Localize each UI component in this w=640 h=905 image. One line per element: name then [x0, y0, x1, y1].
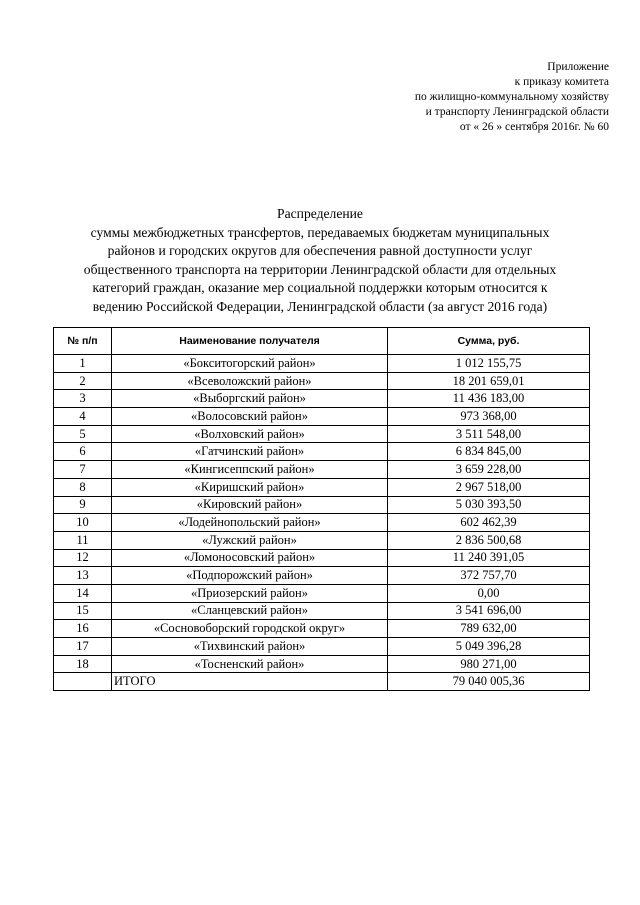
table-row	[54, 461, 590, 479]
total-label: ИТОГО	[112, 673, 388, 691]
table-row	[54, 443, 590, 461]
table-row	[54, 638, 590, 656]
row-number: 9	[54, 496, 112, 514]
title-line: категорий граждан, оказание мер социальной поддержки которым относится к	[92, 280, 548, 295]
row-recipient: «Сланцевский район»	[112, 602, 388, 620]
row-sum: 6 834 845,00	[388, 443, 590, 461]
row-recipient: «Волосовский район»	[112, 408, 388, 426]
row-number: 5	[54, 425, 112, 443]
row-recipient: «Выборгский район»	[112, 390, 388, 408]
row-number: 14	[54, 584, 112, 602]
row-sum: 3 541 696,00	[388, 602, 590, 620]
row-sum: 3 659 228,00	[388, 461, 590, 479]
row-recipient: «Подпорожский район»	[112, 567, 388, 585]
appendix-line: от « 26 » сентября 2016г. № 60	[459, 121, 609, 133]
row-recipient: «Ломоносовский район»	[112, 549, 388, 567]
title-line: районов и городских округов для обеспечения равной доступности услуг	[107, 243, 533, 258]
distribution-table	[53, 327, 590, 691]
row-recipient: «Тосненский район»	[112, 655, 388, 673]
appendix-line: к приказу комитета	[514, 76, 609, 88]
row-recipient: «Бокситогорский район»	[112, 355, 388, 373]
row-number: 11	[54, 531, 112, 549]
appendix-line: по жилищно-коммунальному хозяйству	[414, 91, 609, 103]
title-line: ведению Российской Федерации, Ленинградской области (за август 2016 года)	[92, 298, 548, 314]
total-sum: 79 040 005,36	[388, 673, 590, 691]
title-line: Распределение	[277, 206, 363, 221]
row-sum: 3 511 548,00	[388, 425, 590, 443]
row-sum: 5 030 393,50	[388, 496, 590, 514]
row-number: 17	[54, 638, 112, 656]
row-sum: 5 049 396,28	[388, 638, 590, 656]
row-recipient: «Всеволожский район»	[112, 372, 388, 390]
table-row	[54, 478, 590, 496]
row-number: 10	[54, 514, 112, 532]
appendix-line: Приложение	[547, 61, 609, 73]
row-number: 3	[54, 390, 112, 408]
table-row	[54, 602, 590, 620]
table-row	[54, 655, 590, 673]
row-sum: 372 757,70	[388, 567, 590, 585]
row-sum: 0,00	[388, 584, 590, 602]
row-number: 1	[54, 355, 112, 373]
row-number: 4	[54, 408, 112, 426]
row-number: 6	[54, 443, 112, 461]
row-sum: 11 436 183,00	[388, 390, 590, 408]
row-recipient: «Киришский район»	[112, 478, 388, 496]
table-row	[54, 620, 590, 638]
table-row	[54, 514, 590, 532]
table-row	[54, 549, 590, 567]
table-row	[54, 408, 590, 426]
title-line: общественного транспорта на территории Ленинградской области для отдельных	[83, 261, 557, 277]
header-recipient: Наименование получателя	[112, 328, 388, 355]
row-number: 2	[54, 372, 112, 390]
row-sum: 18 201 659,01	[388, 372, 590, 390]
row-sum: 11 240 391,05	[388, 549, 590, 567]
table-row	[54, 531, 590, 549]
row-sum: 602 462,39	[388, 514, 590, 532]
table-row	[54, 390, 590, 408]
total-row	[54, 673, 590, 691]
row-number: 8	[54, 478, 112, 496]
row-sum: 2 967 518,00	[388, 478, 590, 496]
table-row	[54, 584, 590, 602]
table-row	[54, 372, 590, 390]
row-recipient: «Гатчинский район»	[112, 443, 388, 461]
table-row	[54, 496, 590, 514]
appendix-header	[279, 60, 609, 135]
table-row	[54, 355, 590, 373]
row-sum: 789 632,00	[388, 620, 590, 638]
row-number: 7	[54, 461, 112, 479]
row-number: 16	[54, 620, 112, 638]
document-title	[40, 205, 600, 316]
row-sum: 2 836 500,68	[388, 531, 590, 549]
row-sum: 973 368,00	[388, 408, 590, 426]
total-number-cell	[54, 673, 112, 691]
row-recipient: «Лодейнопольский район»	[112, 514, 388, 532]
row-number: 18	[54, 655, 112, 673]
row-recipient: «Кингисеппский район»	[112, 461, 388, 479]
row-number: 12	[54, 549, 112, 567]
appendix-line: и транспорту Ленинградской области	[425, 106, 609, 118]
table-header-row	[54, 328, 590, 355]
row-number: 15	[54, 602, 112, 620]
row-sum: 1 012 155,75	[388, 355, 590, 373]
title-line: суммы межбюджетных трансфертов, передаваемых бюджетам муниципальных	[90, 224, 550, 240]
row-number: 13	[54, 567, 112, 585]
row-recipient: «Лужский район»	[112, 531, 388, 549]
header-sum: Сумма, руб.	[388, 328, 590, 355]
row-recipient: «Тихвинский район»	[112, 638, 388, 656]
table-body	[54, 355, 590, 691]
row-recipient: «Сосновоборский городской округ»	[112, 620, 388, 638]
row-sum: 980 271,00	[388, 655, 590, 673]
table-row	[54, 425, 590, 443]
row-recipient: «Кировский район»	[112, 496, 388, 514]
header-number: № п/п	[54, 328, 112, 355]
row-recipient: «Волховский район»	[112, 425, 388, 443]
row-recipient: «Приозерский район»	[112, 584, 388, 602]
table-row	[54, 567, 590, 585]
